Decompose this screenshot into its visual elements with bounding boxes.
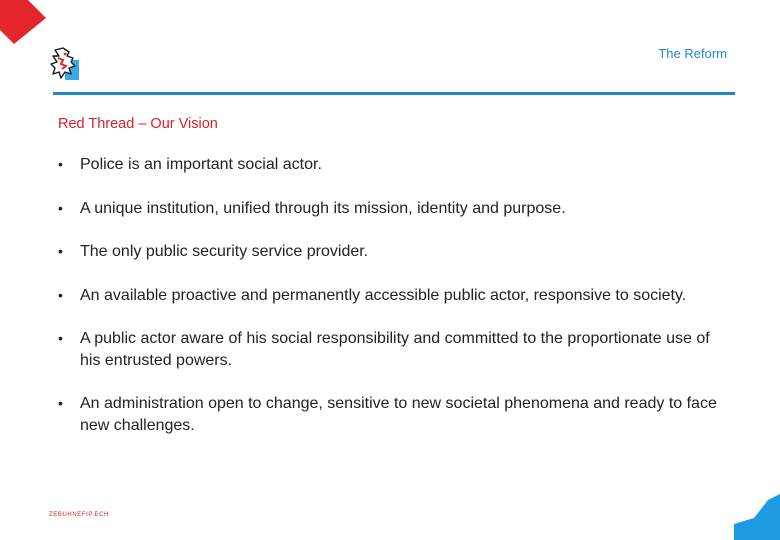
bullet-dot-icon: • bbox=[58, 156, 63, 172]
bullet-list bbox=[58, 154, 718, 458]
bullet-dot-icon: • bbox=[58, 243, 63, 259]
header-divider bbox=[53, 92, 735, 95]
bullet-item bbox=[58, 393, 718, 436]
corner-blue-ribbon bbox=[734, 494, 780, 540]
bullet-text: An administration open to change, sensitive to new societal phenomena and ready to face new challenges. bbox=[80, 395, 717, 434]
bullet-item bbox=[58, 285, 718, 307]
bullet-dot-icon: • bbox=[58, 395, 63, 411]
bullet-item bbox=[58, 241, 718, 263]
bullet-item bbox=[58, 154, 718, 176]
bullet-text: A unique institution, unified through its mission, identity and purpose. bbox=[80, 199, 566, 217]
section-title: Red Thread – Our Vision bbox=[58, 116, 218, 132]
bullet-text: An available proactive and permanently accessible public actor, responsive to society. bbox=[80, 286, 687, 304]
page-header-title: The Reform bbox=[658, 46, 727, 61]
bullet-dot-icon: • bbox=[58, 330, 63, 346]
footer-url[interactable]: ZEBUHNEFIP.ECH bbox=[49, 512, 109, 518]
bullet-text: Police is an important social actor. bbox=[80, 156, 322, 173]
corner-red-ribbon bbox=[0, 0, 46, 44]
bullet-item bbox=[58, 198, 718, 220]
bullet-dot-icon: • bbox=[58, 286, 63, 303]
bullet-dot-icon: • bbox=[58, 199, 63, 216]
bullet-text: A public actor aware of his social responsibility and committed to the proportionate use of his entrusted powers. bbox=[80, 330, 710, 369]
bullet-text: The only public security service provider. bbox=[80, 243, 369, 260]
bullet-item bbox=[58, 328, 718, 371]
heraldic-lion-crest-icon bbox=[49, 46, 81, 82]
